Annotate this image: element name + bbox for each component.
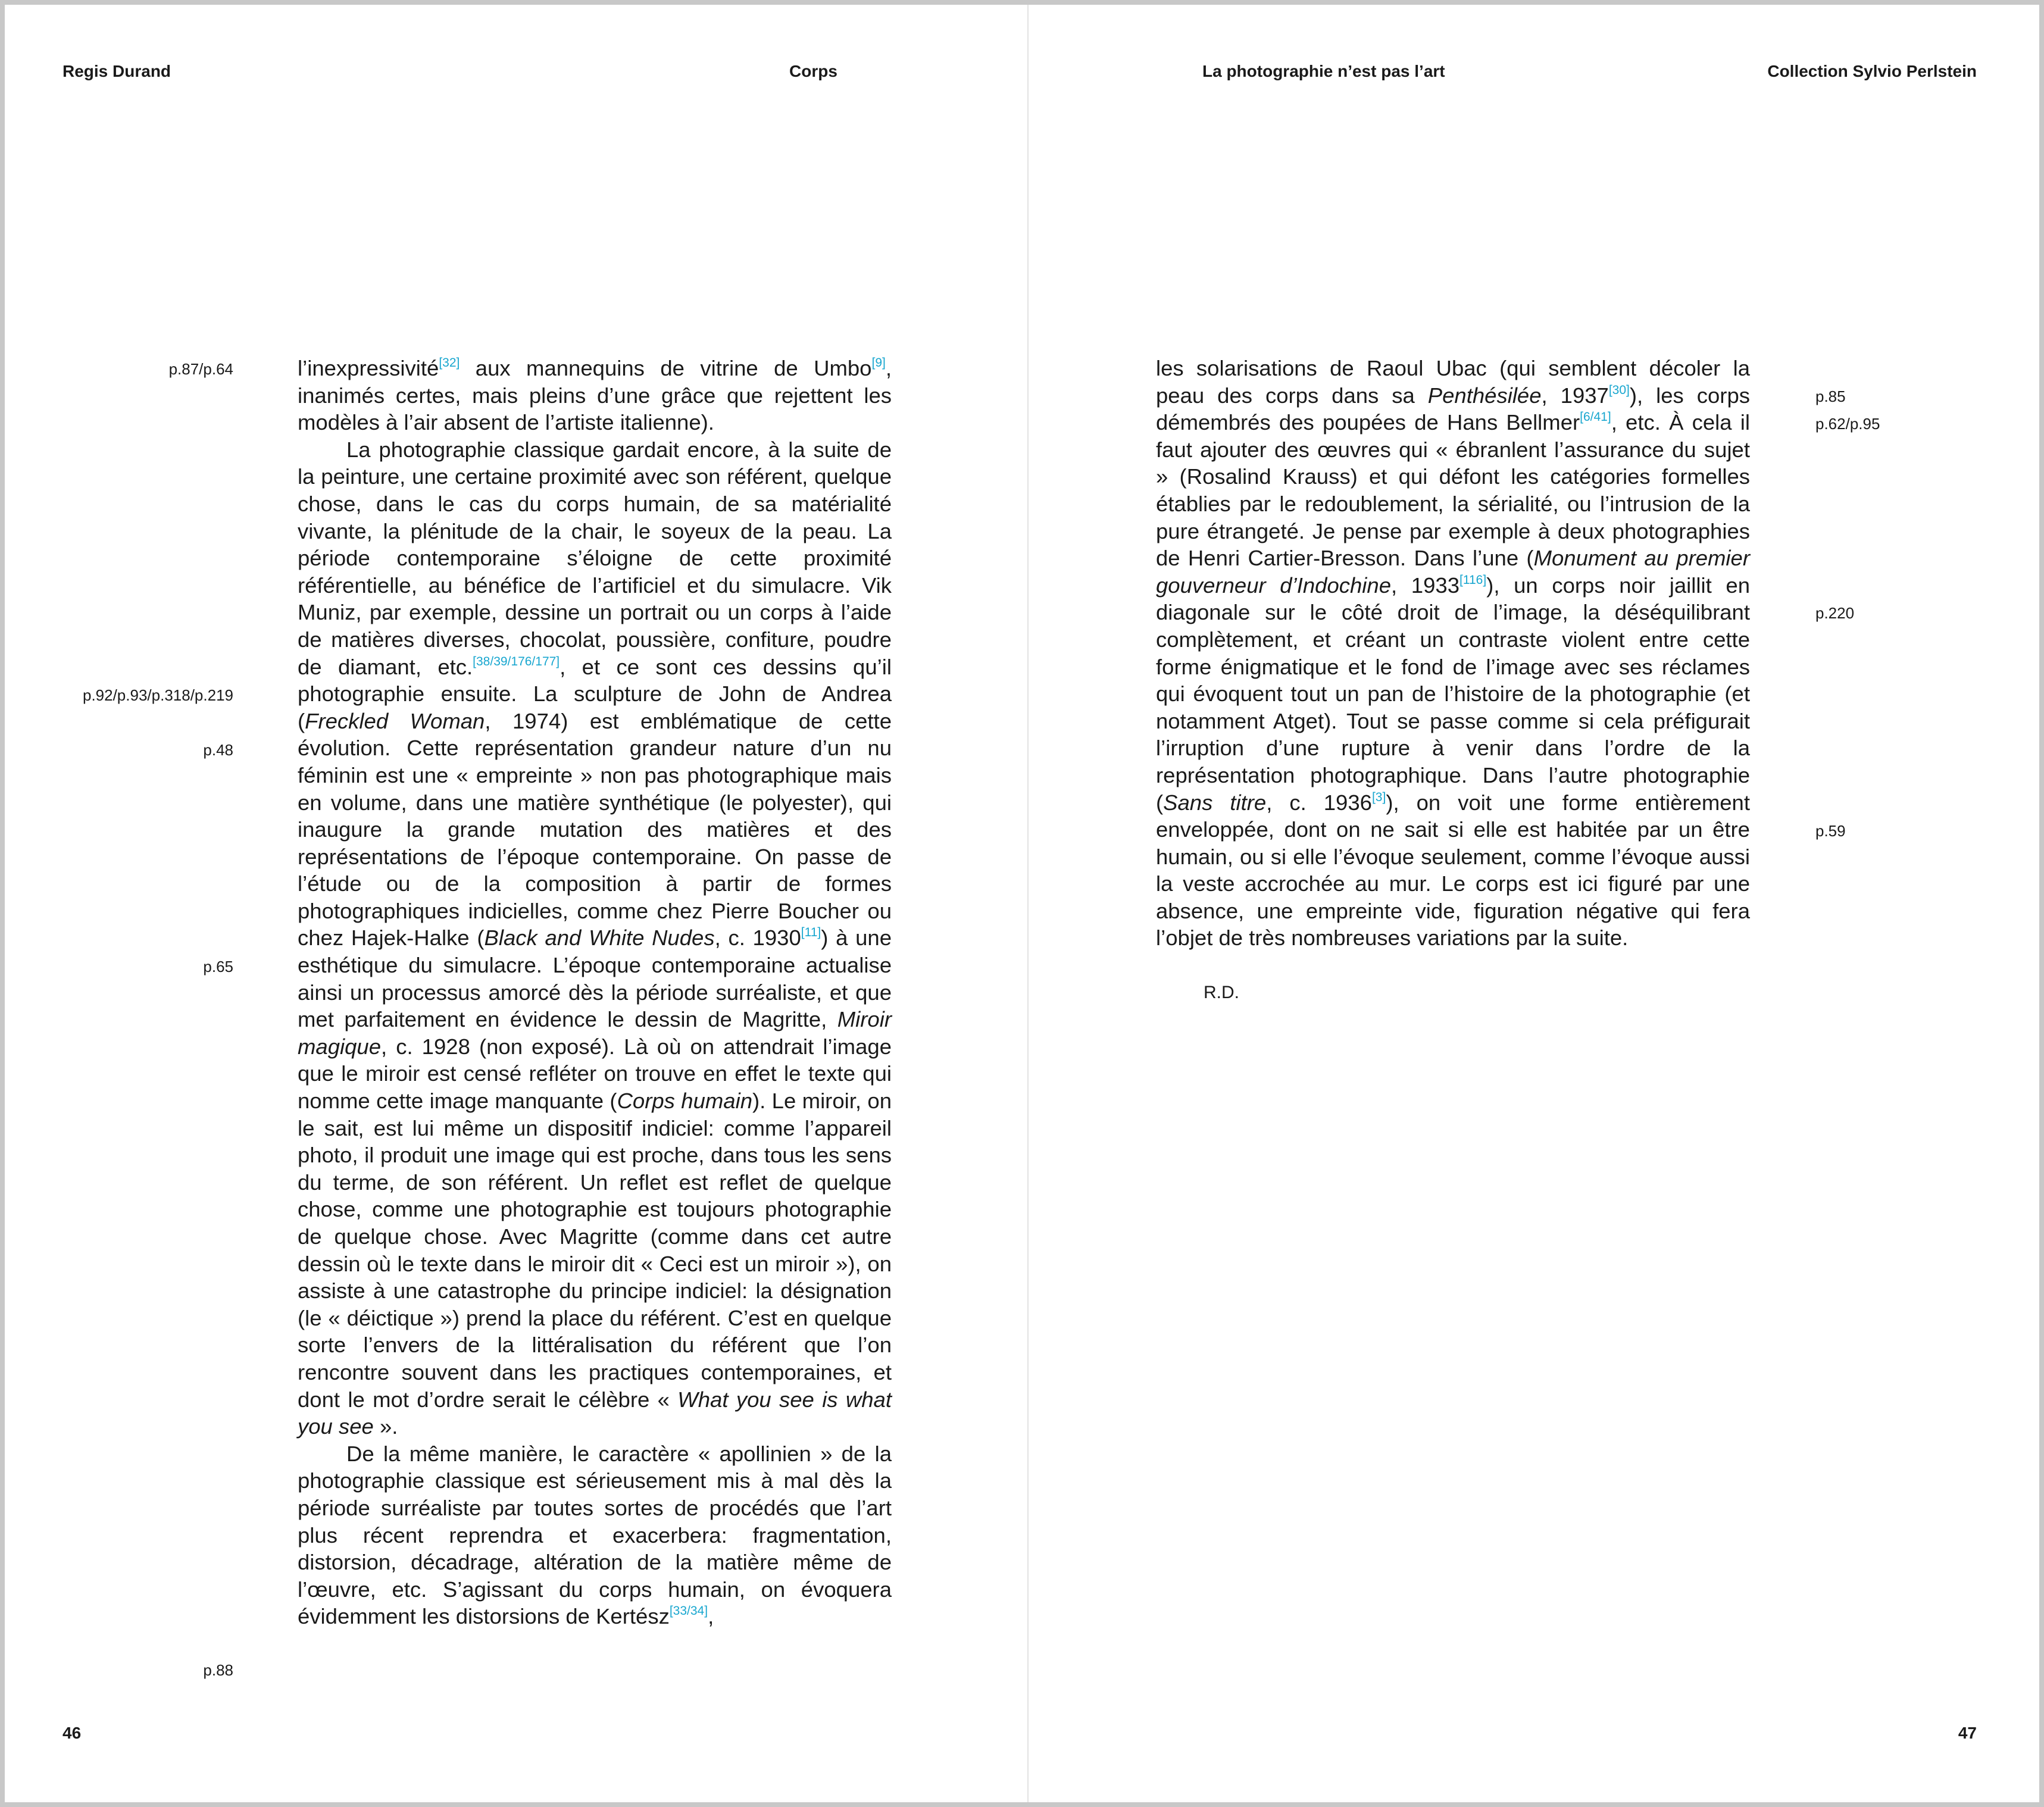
footnote-ref[interactable]: [38/39/176/177] — [473, 654, 560, 668]
margin-ref: p.85 — [1815, 387, 1846, 405]
footnote-ref[interactable]: [6/41] — [1580, 410, 1611, 424]
margin-ref: p.87/p.64 — [168, 360, 233, 378]
right-text-column — [1156, 355, 1750, 1006]
book-spread — [5, 5, 2039, 1802]
footnote-ref[interactable]: [116] — [1459, 573, 1487, 587]
page-number-left: 46 — [62, 1724, 82, 1742]
footnote-ref[interactable]: [11] — [801, 926, 821, 940]
margin-ref: p.59 — [1815, 822, 1846, 840]
paragraph: les solarisations de Raoul Ubac (qui semblent décoler la peau des corps dans sa Penthésilée, 1937[30]), les corps démembrés des poupées de Hans Bellmer[6/41], etc. À cela il faut ajouter des œuvres qui « ébranlent l’assurance du sujet » (Rosalind Krauss) et qui défont les catégories formelles établies par le redoublement, la sérialité, ou l’intrusion de la pure étrangeté. Je pense par exemple à deux photographies de Henri Cartier-Bresson. Dans l’une (Monument au premier gouverneur d’Indochine, 1933[116]), un corps noir jaillit en diagonale sur le côté droit de l’image, la déséquilibrant complètement, et créant un contraste violent entre cette forme énigmatique et le fond de l’image avec ses réclames qui évoquent tout un pan de l’histoire de la photographie (et notamment Atget). Tout se passe comme si cela préfigurait l’irruption d’une rupture à venir dans l’ordre de la représentation photographique. Dans l’autre photographie (Sans titre, c. 1936[3]), on voit une forme entièrement enveloppée, dont on ne sait si elle est habitée par un être humain, ou si elle l’évoque seulement, comme l’évoque aussi la veste accrochée au mur. Le corps est ici figuré par une absence, une empreinte vide, figuration négative qui fera l’objet de très nombreuses variations par la suite. — [1156, 356, 1751, 951]
footnote-ref[interactable]: [32] — [439, 356, 460, 370]
running-head-author: Regis Durand — [62, 62, 171, 80]
running-head-title: La photographie n’est pas l’art — [1202, 62, 1445, 80]
footnote-ref[interactable]: [30] — [1608, 383, 1630, 397]
paragraph: La photographie classique gardait encore, à la suite de la peinture, une certaine proximité avec son référent, quelque chose, dans le cas du corps humain, de sa matérialité vivante, la plénitude de la chair, le soyeux de la peau. La période contemporaine s’éloigne de cette proximité référentielle, au bénéfice de l’artificiel et du simulacre. Vik Muniz, par exemple, dessine un portrait ou un corps à l’aide de matières diverses, chocolat, poussière, confiture, poudre de diamant, etc.[38/39/176/177], et ce sont ces dessins qu’il photographie ensuite. La sculpture de John de Andrea (Freckled Woman, 1974) est emblématique de cette évolution. Cette représentation grandeur nature d’un nu féminin est une « empreinte » non pas photographique mais en volume, dans une matière synthétique (le polyester), qui inaugure la grande mutation des matières et des représentations de l’époque contemporaine. On passe de l’étude ou de la composition à partir de formes photographiques indicielles, comme chez Pierre Boucher ou chez Hajek-Halke (Black and White Nudes, c. 1930[11]) à une esthétique du simulacre. L’époque contemporaine actualise ainsi un processus amorcé dès la période surréaliste, et que met parfaitement en évidence le dessin de Magritte, Miroir magique, c. 1928 (non exposé). Là où on attendrait l’image que le miroir est censé refléter on trouve en effet le texte qui nomme cette image manquante (Corps humain). Le miroir, on le sait, est lui même un dispositif indiciel: comme l’appareil photo, il produit une image qui est proche, dans tous les sens du terme, de son référent. Un reflet est reflet de quelque chose, comme une photographie est toujours photographie de quelque chose. Avec Magritte (comme dans cet autre dessin où le texte dans le miroir dit « Ceci est un miroir »), on assiste à une catastrophe du principe indiciel: la désignation (le « déictique ») prend la place du référent. C’est en quelque sorte l’envers de la littéralisation du référent que l’on rencontre souvent dans les practiques contemporaines, et dont le mot d’ordre serait le célèbre « What you see is what you see ». — [298, 437, 892, 1439]
running-head-collection: Collection Sylvio Perlstein — [1767, 62, 1977, 80]
paragraph: De la même manière, le caractère « apollinien » de la photographie classique est sérieusement mis à mal dès la période surréaliste par toutes sortes de procédés que l’art plus récent reprendra et exacerbera: fragmentation, distorsion, décadrage, altération de la matière même de l’œuvre, etc. S’agissant du corps humain, on évoquera évidemment les distorsions de Kertész[33/34], — [298, 1441, 892, 1629]
page-number-right: 47 — [1958, 1724, 1977, 1742]
margin-ref: p.62/p.95 — [1815, 415, 1880, 433]
paragraph: l’inexpressivité[32] aux mannequins de vitrine de Umbo[9], inanimés certes, mais pleins d’une grâce que rejettent les modèles à l’air absent de l’artiste italienne). — [298, 356, 892, 435]
footnote-ref[interactable]: [3] — [1371, 790, 1386, 804]
footnote-ref[interactable]: [33/34] — [669, 1604, 708, 1618]
margin-ref: p.48 — [203, 741, 233, 759]
running-head-section: Corps — [789, 62, 837, 80]
margin-ref: p.88 — [203, 1661, 233, 1679]
footnote-ref[interactable]: [9] — [871, 356, 886, 370]
author-signature: R.D. — [1204, 983, 1239, 1003]
left-text-column — [298, 355, 892, 1630]
margin-ref: p.92/p.93/p.318/p.219 — [82, 686, 233, 704]
margin-ref: p.65 — [203, 958, 233, 976]
margin-ref: p.220 — [1815, 604, 1855, 622]
gutter-divider — [1027, 5, 1029, 1802]
